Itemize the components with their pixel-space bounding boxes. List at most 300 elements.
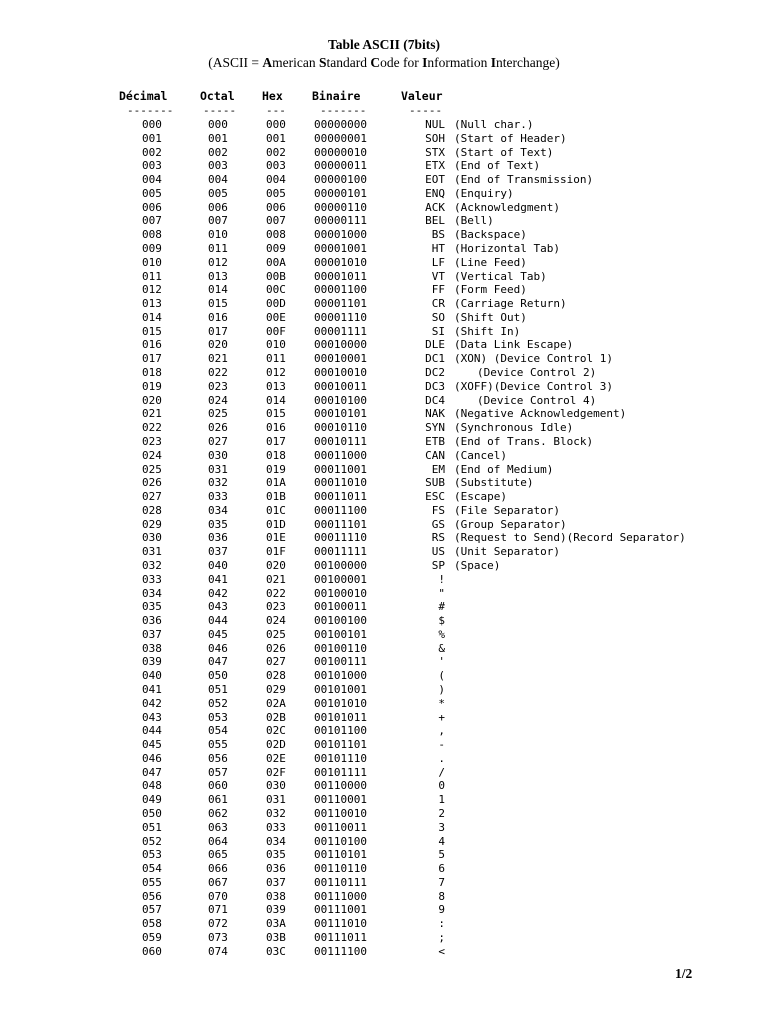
cell-octal: 055 xyxy=(208,738,228,752)
cell-value: + xyxy=(438,710,445,724)
cell-hex: 023 xyxy=(266,600,286,614)
table-row xyxy=(0,311,768,325)
cell-decimal: 033 xyxy=(142,572,162,586)
cell-octal: 035 xyxy=(208,517,228,531)
cell-octal: 052 xyxy=(208,696,228,710)
table-row xyxy=(0,697,768,711)
cell-octal: 015 xyxy=(208,297,228,311)
table-row xyxy=(0,187,768,201)
cell-binary: 00100101 xyxy=(314,627,367,641)
cell-binary: 00001111 xyxy=(314,324,367,338)
cell-hex: 027 xyxy=(266,655,286,669)
cell-octal: 021 xyxy=(208,352,228,366)
table-row xyxy=(0,738,768,752)
cell-decimal: 055 xyxy=(142,875,162,889)
table-row xyxy=(0,146,768,160)
cell-hex: 000 xyxy=(266,118,286,131)
cell-decimal: 059 xyxy=(142,931,162,945)
cell-binary: 00111010 xyxy=(314,917,367,931)
cell-octal: 037 xyxy=(208,545,228,559)
cell-decimal: 040 xyxy=(142,669,162,683)
cell-hex: 025 xyxy=(266,627,286,641)
cell-octal: 042 xyxy=(208,586,228,600)
cell-decimal: 012 xyxy=(142,283,162,297)
cell-value: ESC xyxy=(425,490,445,504)
cell-hex: 01C xyxy=(266,503,286,517)
cell-decimal: 051 xyxy=(142,820,162,834)
cell-value: DC3 xyxy=(425,379,445,393)
table-row xyxy=(0,559,768,573)
cell-binary: 00000001 xyxy=(314,131,367,145)
cell-octal: 063 xyxy=(208,820,228,834)
cell-decimal: 000 xyxy=(142,118,162,131)
cell-decimal: 026 xyxy=(142,476,162,490)
cell-binary: 00000011 xyxy=(314,159,367,173)
cell-decimal: 001 xyxy=(142,131,162,145)
cell-octal: 004 xyxy=(208,173,228,187)
cell-hex: 01F xyxy=(266,545,286,559)
cell-decimal: 053 xyxy=(142,848,162,862)
cell-decimal: 027 xyxy=(142,490,162,504)
table-row xyxy=(0,297,768,311)
cell-decimal: 021 xyxy=(142,407,162,421)
cell-binary: 00000111 xyxy=(314,214,367,228)
cell-value: US xyxy=(431,545,445,559)
cell-binary: 00001001 xyxy=(314,242,367,256)
cell-octal: 072 xyxy=(208,917,228,931)
cell-binary: 00000100 xyxy=(314,173,367,187)
cell-description: (Bell) xyxy=(454,214,494,228)
cell-octal: 033 xyxy=(208,490,228,504)
cell-hex: 03A xyxy=(266,917,286,931)
table-row xyxy=(0,752,768,766)
table-row xyxy=(0,614,768,628)
page-number: 1/2 xyxy=(675,966,693,981)
cell-hex: 026 xyxy=(266,641,286,655)
cell-decimal: 056 xyxy=(142,889,162,903)
cell-decimal: 024 xyxy=(142,448,162,462)
table-row xyxy=(0,848,768,862)
cell-octal: 022 xyxy=(208,366,228,380)
header-binary: Binaire xyxy=(312,89,361,103)
cell-description: (Request to Send)(Record Separator) xyxy=(454,531,686,545)
cell-description: (Carriage Return) xyxy=(454,297,567,311)
cell-value: # xyxy=(438,600,445,614)
cell-octal: 047 xyxy=(208,655,228,669)
cell-octal: 036 xyxy=(208,531,228,545)
cell-value: SOH xyxy=(425,131,445,145)
table-row xyxy=(0,201,768,215)
cell-description: (Acknowledgment) xyxy=(454,200,560,214)
cell-value: ETB xyxy=(425,434,445,448)
subtitle-part: (ASCII = xyxy=(208,55,263,70)
cell-binary: 00101111 xyxy=(314,765,367,779)
cell-value: FF xyxy=(431,283,445,297)
header-hex-rule: --- xyxy=(266,104,286,117)
cell-hex: 007 xyxy=(266,214,286,228)
table-row xyxy=(0,394,768,408)
cell-octal: 010 xyxy=(208,228,228,242)
cell-hex: 005 xyxy=(266,186,286,200)
cell-value: FS xyxy=(431,503,445,517)
cell-octal: 007 xyxy=(208,214,228,228)
table-row xyxy=(0,711,768,725)
table-row xyxy=(0,669,768,683)
cell-value: . xyxy=(438,751,445,765)
cell-description: (End of Transmission) xyxy=(454,173,594,187)
cell-hex: 013 xyxy=(266,379,286,393)
cell-octal: 031 xyxy=(208,462,228,476)
cell-decimal: 013 xyxy=(142,297,162,311)
cell-binary: 00101101 xyxy=(314,738,367,752)
cell-hex: 01D xyxy=(266,517,286,531)
cell-octal: 046 xyxy=(208,641,228,655)
subtitle-part: A xyxy=(262,55,273,70)
table-row xyxy=(0,118,768,132)
cell-description: (Device Control 4) xyxy=(477,393,597,407)
cell-value: SO xyxy=(431,310,445,324)
cell-octal: 013 xyxy=(208,269,228,283)
cell-hex: 02B xyxy=(266,710,286,724)
cell-value: GS xyxy=(431,517,445,531)
cell-decimal: 004 xyxy=(142,173,162,187)
cell-binary: 00100000 xyxy=(314,558,367,572)
cell-hex: 03B xyxy=(266,931,286,945)
cell-description: (Cancel) xyxy=(454,448,507,462)
cell-value: / xyxy=(438,765,445,779)
cell-decimal: 054 xyxy=(142,862,162,876)
cell-decimal: 015 xyxy=(142,324,162,338)
table-row xyxy=(0,835,768,849)
cell-hex: 029 xyxy=(266,682,286,696)
cell-description: (Backspace) xyxy=(454,228,527,242)
table-row xyxy=(0,352,768,366)
cell-octal: 066 xyxy=(208,862,228,876)
cell-description: (XON) (Device Control 1) xyxy=(454,352,613,366)
cell-binary: 00110101 xyxy=(314,848,367,862)
table-row xyxy=(0,283,768,297)
cell-octal: 000 xyxy=(208,118,228,131)
cell-octal: 065 xyxy=(208,848,228,862)
cell-decimal: 028 xyxy=(142,503,162,517)
cell-description: (Horizontal Tab) xyxy=(454,242,560,256)
cell-hex: 00C xyxy=(266,283,286,297)
cell-hex: 012 xyxy=(266,366,286,380)
cell-description: (Start of Header) xyxy=(454,131,567,145)
cell-value: BS xyxy=(431,228,445,242)
cell-binary: 00011100 xyxy=(314,503,367,517)
cell-octal: 027 xyxy=(208,434,228,448)
cell-decimal: 023 xyxy=(142,434,162,448)
cell-decimal: 002 xyxy=(142,145,162,159)
table-row xyxy=(0,531,768,545)
cell-hex: 035 xyxy=(266,848,286,862)
cell-binary: 00101001 xyxy=(314,682,367,696)
table-row xyxy=(0,807,768,821)
cell-value: ; xyxy=(438,931,445,945)
cell-hex: 006 xyxy=(266,200,286,214)
cell-hex: 038 xyxy=(266,889,286,903)
subtitle-part: nterchange) xyxy=(496,55,560,70)
cell-description: (Vertical Tab) xyxy=(454,269,547,283)
cell-value: 5 xyxy=(438,848,445,862)
cell-binary: 00000000 xyxy=(314,118,367,131)
cell-decimal: 031 xyxy=(142,545,162,559)
table-row xyxy=(0,270,768,284)
cell-hex: 011 xyxy=(266,352,286,366)
cell-binary: 00010111 xyxy=(314,434,367,448)
cell-value: 7 xyxy=(438,875,445,889)
table-row xyxy=(0,587,768,601)
cell-binary: 00110011 xyxy=(314,820,367,834)
cell-decimal: 017 xyxy=(142,352,162,366)
cell-hex: 021 xyxy=(266,572,286,586)
cell-octal: 006 xyxy=(208,200,228,214)
cell-binary: 00000010 xyxy=(314,145,367,159)
cell-hex: 036 xyxy=(266,862,286,876)
cell-value: < xyxy=(438,944,445,958)
cell-binary: 00100110 xyxy=(314,641,367,655)
cell-hex: 009 xyxy=(266,242,286,256)
cell-binary: 00010110 xyxy=(314,421,367,435)
table-row xyxy=(0,435,768,449)
cell-value: ! xyxy=(438,572,445,586)
document-title: Table ASCII (7bits) xyxy=(327,37,441,52)
cell-binary: 00100111 xyxy=(314,655,367,669)
cell-octal: 003 xyxy=(208,159,228,173)
cell-value: NAK xyxy=(425,407,445,421)
cell-value: DC1 xyxy=(425,352,445,366)
cell-binary: 00000101 xyxy=(314,186,367,200)
cell-binary: 00110100 xyxy=(314,834,367,848)
cell-value: & xyxy=(438,641,445,655)
cell-hex: 02E xyxy=(266,751,286,765)
cell-value: BEL xyxy=(425,214,445,228)
cell-binary: 00011111 xyxy=(314,545,367,559)
cell-hex: 00F xyxy=(266,324,286,338)
header-binary-rule: ------- xyxy=(320,104,367,117)
cell-octal: 074 xyxy=(208,944,228,958)
cell-decimal: 039 xyxy=(142,655,162,669)
cell-hex: 039 xyxy=(266,903,286,917)
table-row xyxy=(0,573,768,587)
cell-binary: 00110000 xyxy=(314,779,367,793)
cell-value: CAN xyxy=(425,448,445,462)
cell-value: DLE xyxy=(425,338,445,352)
cell-description: (Negative Acknowledgement) xyxy=(454,407,627,421)
cell-decimal: 007 xyxy=(142,214,162,228)
cell-octal: 020 xyxy=(208,338,228,352)
table-row xyxy=(0,724,768,738)
cell-hex: 017 xyxy=(266,434,286,448)
table-row xyxy=(0,600,768,614)
cell-binary: 00001010 xyxy=(314,255,367,269)
cell-value: 2 xyxy=(438,807,445,820)
cell-decimal: 019 xyxy=(142,379,162,393)
cell-value: DC2 xyxy=(425,366,445,380)
cell-decimal: 034 xyxy=(142,586,162,600)
table-row xyxy=(0,490,768,504)
header-decimal-rule: ------- xyxy=(127,104,174,117)
cell-description: (Data Link Escape) xyxy=(454,338,574,352)
cell-description: (XOFF)(Device Control 3) xyxy=(454,379,613,393)
cell-description: (Unit Separator) xyxy=(454,545,560,559)
cell-value: EM xyxy=(431,462,445,476)
table-row xyxy=(0,876,768,890)
cell-octal: 056 xyxy=(208,751,228,765)
cell-octal: 070 xyxy=(208,889,228,903)
cell-decimal: 047 xyxy=(142,765,162,779)
cell-octal: 005 xyxy=(208,186,228,200)
cell-octal: 053 xyxy=(208,710,228,724)
cell-octal: 043 xyxy=(208,600,228,614)
cell-description: (End of Medium) xyxy=(454,462,554,476)
cell-hex: 037 xyxy=(266,875,286,889)
cell-value: CR xyxy=(431,297,445,311)
cell-decimal: 057 xyxy=(142,903,162,917)
table-row xyxy=(0,449,768,463)
document-subtitle xyxy=(0,55,768,71)
cell-hex: 00A xyxy=(266,255,286,269)
cell-description: (Null char.) xyxy=(454,118,534,131)
cell-value: : xyxy=(438,917,445,931)
cell-value: ) xyxy=(438,682,445,696)
cell-decimal: 038 xyxy=(142,641,162,655)
cell-decimal: 045 xyxy=(142,738,162,752)
table-row xyxy=(0,766,768,780)
cell-hex: 00D xyxy=(266,297,286,311)
cell-decimal: 048 xyxy=(142,779,162,793)
cell-hex: 033 xyxy=(266,820,286,834)
header-value: Valeur xyxy=(401,89,443,103)
cell-binary: 00000110 xyxy=(314,200,367,214)
cell-value: * xyxy=(438,696,445,710)
cell-binary: 00100001 xyxy=(314,572,367,586)
cell-octal: 034 xyxy=(208,503,228,517)
table-row xyxy=(0,380,768,394)
cell-value: RS xyxy=(431,531,445,545)
table-row xyxy=(0,931,768,945)
cell-binary: 00001100 xyxy=(314,283,367,297)
cell-value: LF xyxy=(431,255,445,269)
cell-octal: 044 xyxy=(208,614,228,628)
cell-decimal: 014 xyxy=(142,310,162,324)
cell-hex: 008 xyxy=(266,228,286,242)
cell-hex: 01A xyxy=(266,476,286,490)
cell-value: , xyxy=(438,724,445,738)
table-row xyxy=(0,407,768,421)
cell-octal: 001 xyxy=(208,131,228,145)
cell-value: ' xyxy=(438,655,445,669)
cell-hex: 034 xyxy=(266,834,286,848)
cell-octal: 050 xyxy=(208,669,228,683)
cell-decimal: 025 xyxy=(142,462,162,476)
cell-hex: 019 xyxy=(266,462,286,476)
cell-description: (End of Text) xyxy=(454,159,541,173)
table-row xyxy=(0,325,768,339)
cell-binary: 00101011 xyxy=(314,710,367,724)
cell-decimal: 029 xyxy=(142,517,162,531)
table-row xyxy=(0,655,768,669)
cell-hex: 031 xyxy=(266,793,286,807)
cell-hex: 001 xyxy=(266,131,286,145)
cell-value: HT xyxy=(431,242,445,256)
cell-decimal: 018 xyxy=(142,366,162,380)
cell-binary: 00111000 xyxy=(314,889,367,903)
cell-decimal: 050 xyxy=(142,807,162,820)
cell-octal: 061 xyxy=(208,793,228,807)
cell-hex: 00B xyxy=(266,269,286,283)
cell-octal: 054 xyxy=(208,724,228,738)
cell-binary: 00010101 xyxy=(314,407,367,421)
cell-octal: 057 xyxy=(208,765,228,779)
cell-hex: 014 xyxy=(266,393,286,407)
header-hex: Hex xyxy=(262,89,283,103)
cell-hex: 03C xyxy=(266,944,286,958)
cell-decimal: 003 xyxy=(142,159,162,173)
table-row xyxy=(0,779,768,793)
cell-binary: 00110110 xyxy=(314,862,367,876)
table-row xyxy=(0,945,768,959)
cell-decimal: 016 xyxy=(142,338,162,352)
header-value-rule: ----- xyxy=(409,104,443,117)
cell-binary: 00101110 xyxy=(314,751,367,765)
subtitle-part: I xyxy=(422,55,428,70)
cell-hex: 02A xyxy=(266,696,286,710)
table-row xyxy=(0,366,768,380)
subtitle-part: S xyxy=(319,55,327,70)
cell-hex: 02F xyxy=(266,765,286,779)
cell-octal: 032 xyxy=(208,476,228,490)
table-row xyxy=(0,228,768,242)
cell-octal: 012 xyxy=(208,255,228,269)
cell-hex: 002 xyxy=(266,145,286,159)
cell-octal: 071 xyxy=(208,903,228,917)
subtitle-part: I xyxy=(490,55,497,70)
cell-decimal: 011 xyxy=(142,269,162,283)
cell-description: (End of Trans. Block) xyxy=(454,434,594,448)
cell-binary: 00111001 xyxy=(314,903,367,917)
cell-binary: 00100011 xyxy=(314,600,367,614)
cell-octal: 062 xyxy=(208,807,228,820)
cell-decimal: 008 xyxy=(142,228,162,242)
cell-hex: 028 xyxy=(266,669,286,683)
cell-value: NUL xyxy=(425,118,445,131)
cell-hex: 024 xyxy=(266,614,286,628)
cell-description: (Shift Out) xyxy=(454,310,527,324)
cell-hex: 01B xyxy=(266,490,286,504)
cell-binary: 00111100 xyxy=(314,944,367,958)
table-row xyxy=(0,504,768,518)
cell-octal: 023 xyxy=(208,379,228,393)
cell-value: 0 xyxy=(438,779,445,793)
cell-binary: 00010011 xyxy=(314,379,367,393)
cell-decimal: 052 xyxy=(142,834,162,848)
table-row xyxy=(0,642,768,656)
cell-decimal: 009 xyxy=(142,242,162,256)
cell-decimal: 049 xyxy=(142,793,162,807)
cell-value: ENQ xyxy=(425,186,445,200)
cell-description: (Space) xyxy=(454,558,501,572)
cell-hex: 02D xyxy=(266,738,286,752)
subtitle-part: C xyxy=(370,55,381,70)
cell-value: 1 xyxy=(438,793,445,807)
cell-description: (Escape) xyxy=(454,490,507,504)
cell-value: % xyxy=(438,627,445,641)
cell-octal: 024 xyxy=(208,393,228,407)
cell-octal: 045 xyxy=(208,627,228,641)
cell-binary: 00100100 xyxy=(314,614,367,628)
